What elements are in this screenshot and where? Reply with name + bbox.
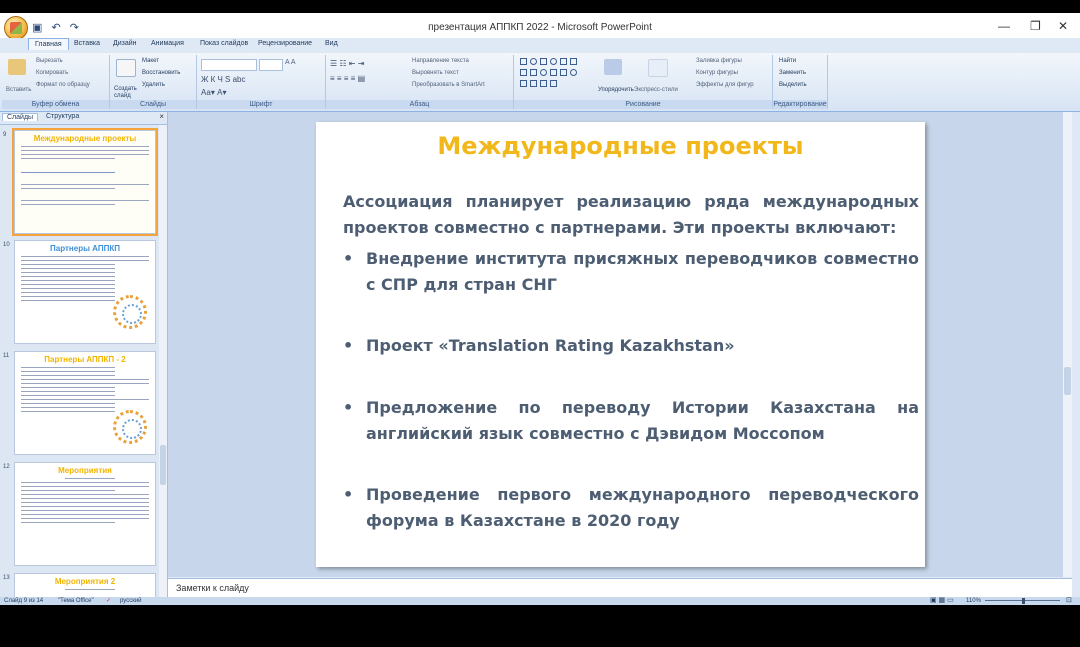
font-label: Шрифт [197,100,325,109]
bullet-icon: • [343,485,354,504]
zoom-level[interactable]: 110% [966,598,981,604]
grow-font-icon[interactable]: A A [285,59,296,66]
paste-icon[interactable] [8,59,26,75]
slide-bullet[interactable] [343,395,919,447]
slide-thumbnail[interactable] [14,462,156,566]
tab-review[interactable]: Рецензирование [258,40,313,47]
align-text-button[interactable]: Выровнять текст [412,70,459,76]
slide-scrollbar[interactable] [1063,112,1072,577]
copy-button[interactable]: Копировать [36,70,69,76]
spellcheck-icon[interactable]: ✓ [106,598,112,604]
close-button[interactable]: ✕ [1058,19,1069,33]
tab-home[interactable]: Главная [28,38,69,50]
thumb-title: Мероприятия [58,466,112,475]
slide-thumbnail[interactable] [14,240,156,344]
bullet-text: Проведение первого международного переводческого форума в Казахстане в 2020 году [366,485,919,530]
tab-view[interactable]: Вид [325,40,338,47]
arrange-icon[interactable] [604,59,622,75]
quick-styles-icon[interactable] [648,59,668,77]
tab-slideshow[interactable]: Показ слайдов [200,40,249,47]
slides-pane [0,112,168,597]
paste-button[interactable]: Вставить [6,87,32,93]
powerpoint-window [0,13,1080,605]
drawing-label: Рисование [514,100,772,109]
font-group [197,55,326,109]
undo-icon[interactable]: ↶ [51,22,61,34]
bullet-text: Внедрение института присяжных переводчиков совместно с СПР для стран СНГ [366,249,919,294]
bullet-text: Предложение по переводу Истории Казахстана на английский язык совместно с Дэвидом Моссопом [366,398,919,443]
select-button[interactable]: Выделить [779,82,807,88]
bullet-icon: • [343,398,354,417]
arrange-button[interactable]: Упорядочить [598,87,634,93]
thumb-title: Мероприятия 2 [54,577,116,586]
save-icon[interactable]: ▣ [32,22,43,34]
thumb-number: 11 [3,353,10,359]
slide-intro-text[interactable]: Ассоциация планирует реализацию ряда международных проектов совместно с партнерами. Эти проекты включают: [343,192,919,237]
slides-pane-scrollbar[interactable] [159,125,167,597]
clipboard-group [2,55,110,109]
tab-outline[interactable]: Структура [46,113,80,120]
title-bar [0,13,1080,39]
tab-design[interactable]: Дизайн [113,40,137,47]
partner-logo [113,295,147,329]
slide-bullet[interactable] [343,333,919,359]
drawing-group [514,55,773,109]
slide-editor [168,112,1072,577]
slides-label: Слайды [110,100,196,109]
font-style-icons[interactable]: Ж К Ч S abc [201,75,246,84]
thumb-number: 9 [3,132,7,138]
reset-button[interactable]: Восстановить [142,70,181,76]
clipboard-label: Буфер обмена [2,100,109,109]
shape-outline-button[interactable]: Контур фигуры [696,70,738,76]
editing-group [773,55,828,109]
thumb-title: Партнеры АППКП - 2 [44,355,126,364]
maximize-button[interactable]: ❐ [1030,19,1041,33]
thumb-title: Партнеры АППКП [50,244,120,253]
align-icons[interactable]: ≡ ≡ ≡ ≡ ▤ [330,74,366,83]
font-color-icon[interactable]: Аа▾ A▾ [201,88,227,97]
bullet-text: Проект «Translation Rating Kazakhstan» [366,336,735,355]
bullet-icon: • [343,249,354,268]
format-painter-button[interactable]: Формат по образцу [36,82,90,88]
delete-slide-button[interactable]: Удалить [142,82,165,88]
replace-button[interactable]: Заменить [779,70,806,76]
editing-label: Редактирование [773,101,827,108]
slide-thumbnail[interactable] [14,130,156,234]
ribbon-tabs [0,38,1080,53]
language-indicator[interactable]: русский [120,598,142,604]
zoom-slider-knob[interactable] [1022,598,1025,604]
font-name-combo[interactable] [201,59,257,71]
partner-logo [113,410,147,444]
slide-bullet[interactable] [343,246,919,298]
font-size-combo[interactable] [259,59,283,71]
view-buttons-icon[interactable]: ▣ ▦ ▭ [930,597,954,604]
text-direction-button[interactable]: Направление текста [412,58,469,64]
tab-slides[interactable]: Слайды [2,113,38,121]
paragraph-group [326,55,514,109]
theme-name: "Тема Office" [58,598,94,604]
slide-title[interactable]: Международные проекты [437,132,804,160]
pane-tabs [0,112,167,125]
slide-counter: Слайд 9 из 14 [4,598,44,604]
slide-bullet[interactable] [343,482,919,534]
thumb-number: 13 [3,575,10,581]
thumb-number: 10 [3,242,10,248]
status-bar [0,597,1080,605]
current-slide[interactable] [316,122,925,567]
shape-fill-button[interactable]: Заливка фигуры [696,58,742,64]
layout-button[interactable]: Макет [142,58,159,64]
fit-slide-icon[interactable]: ⊡ [1066,597,1072,604]
list-icons[interactable]: ☰ ☷ ⇤ ⇥ [330,59,365,68]
thumb-title: Международные проекты [33,134,137,143]
shape-effects-button[interactable]: Эффекты для фигур [696,82,754,88]
notes-placeholder: Заметки к слайду [176,583,249,593]
thumb-number: 12 [3,464,10,470]
new-slide-button[interactable]: Создать слайд [114,86,137,99]
smartart-button[interactable]: Преобразовать в SmartArt [412,82,485,88]
new-slide-icon[interactable] [116,59,136,77]
close-pane-icon[interactable]: × [159,112,164,121]
paragraph-label: Абзац [326,100,513,109]
shapes-gallery[interactable] [520,58,598,88]
slide-thumbnail[interactable] [14,351,156,455]
slides-group [110,55,197,109]
cut-button[interactable]: Вырезать [36,58,63,64]
bullet-icon: • [343,336,354,355]
slide-thumbnail[interactable] [14,573,156,599]
window-title: презентация АППКП 2022 - Microsoft PowerPoint [428,22,652,33]
quick-styles-button[interactable]: Экспресс-стили [634,87,678,93]
tab-animation[interactable]: Анимация [151,40,184,47]
find-button[interactable]: Найти [779,58,797,64]
tab-insert[interactable]: Вставка [74,40,101,47]
redo-icon[interactable]: ↷ [69,22,79,34]
notes-pane[interactable] [168,578,1072,598]
minimize-button[interactable]: — [998,19,1010,33]
ribbon [0,53,1080,112]
